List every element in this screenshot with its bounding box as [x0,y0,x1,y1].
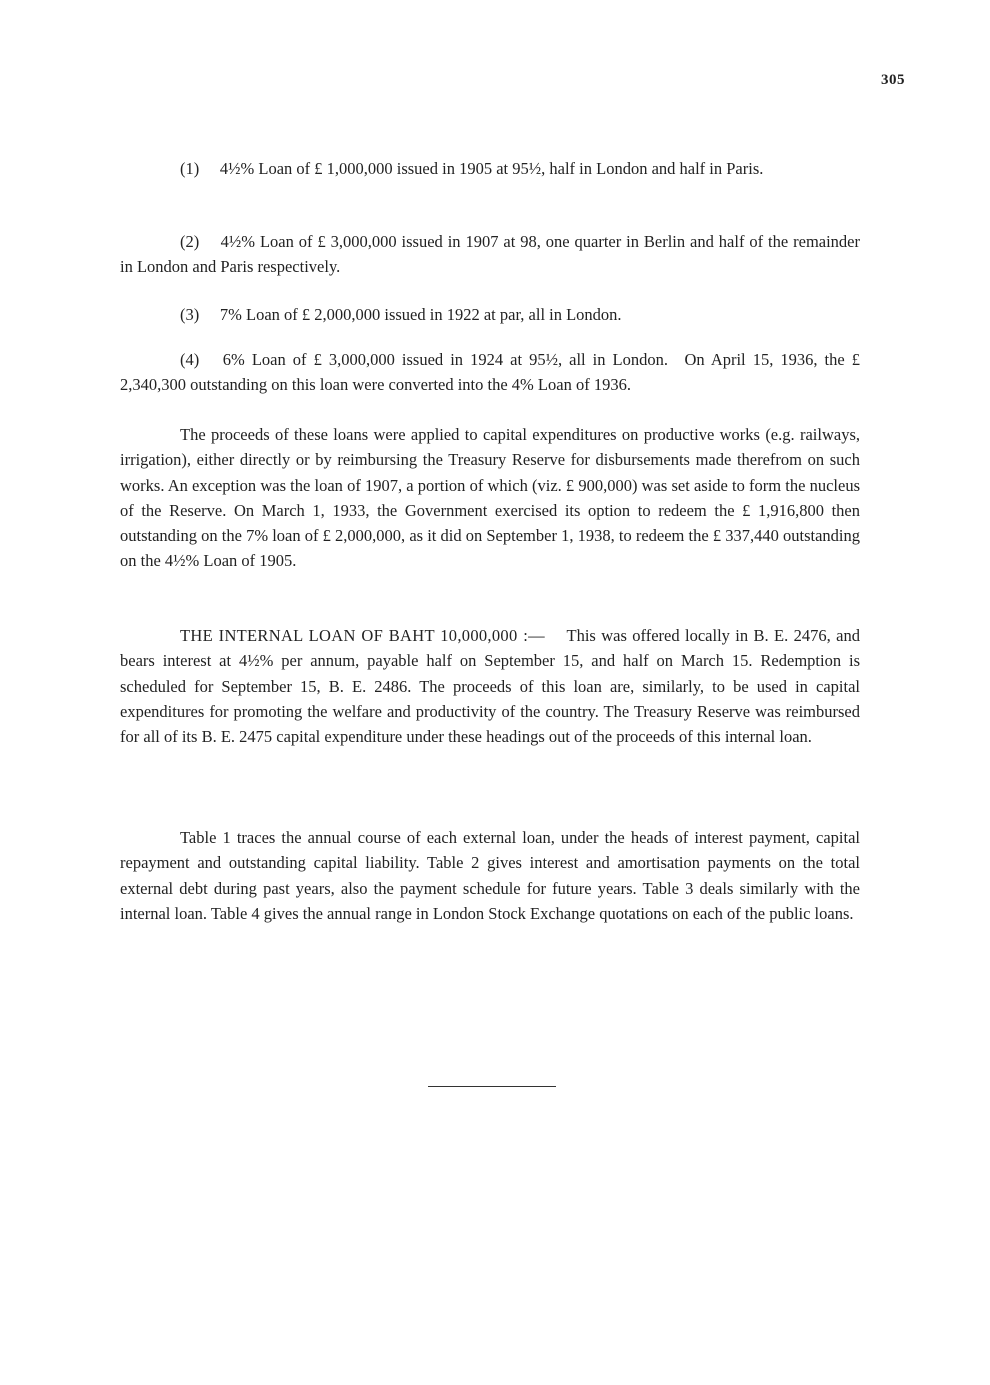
loan-item-1: (1) 4½% Loan of £ 1,000,000 issued in 1905 at 95½, half in London and half in Paris. [180,159,764,178]
loan-item-4: (4) 6% Loan of £ 3,000,000 issued in 1924 at 95½, all in London. On April 15, 1936, the £ 2,340,300 outstanding on this loan were converted into the 4% Loan of 1936. [120,350,860,395]
proceeds-paragraph: The proceeds of these loans were applied to capital expenditures on productive works (e.g. railways, irrigation), either directly or by reimbursing the Treasury Reserve for disbursements made therefrom on such works. An exception was the loan of 1907, a portion of which (viz. £ 900,000) was set aside to form the nucleus of the Reserve. On March 1, 1933, the Government exercised its option to redeem the £ 1,916,800 then outstanding on the 7% loan of £ 2,000,000, as it did on September 1, 1938, to redeem the £ 337,440 outstanding on the 4½% Loan of 1905. [120,425,860,571]
internal-loan-paragraph [120,623,860,749]
internal-loan-body: This was offered locally in B. E. 2476, and bears interest at 4½% per annum, payable half on September 15, and half on March 15. Redemption is scheduled for September 15, B. E. 2486. The proceeds of this loan are, similarly, to be used in capital expenditures for promoting the welfare and productivity of the country. The Treasury Reserve was reimbursed for all of its B. E. 2475 capital expenditure under these headings out of the proceeds of this internal loan. [120,626,861,747]
page-number: 305 [881,72,905,88]
internal-loan-heading: THE INTERNAL LOAN OF BAHT 10,000,000 :— [180,626,545,645]
loan-item-3: (3) 7% Loan of £ 2,000,000 issued in 1922 at par, all in London. [180,305,622,324]
section-divider [428,1086,556,1087]
tables-paragraph: Table 1 traces the annual course of each external loan, under the heads of interest payment, capital repayment and outstanding capital liability. Table 2 gives interest and amortisation payments on the total external debt during past years, also the payment schedule for future years. Table 3 deals similarly with the internal loan. Table 4 gives the annual range in London Stock Exchange quotations on each of the public loans. [120,828,860,923]
loan-item-2: (2) 4½% Loan of £ 3,000,000 issued in 1907 at 98, one quarter in Berlin and half of the remainder in London and Paris respectively. [120,232,860,277]
